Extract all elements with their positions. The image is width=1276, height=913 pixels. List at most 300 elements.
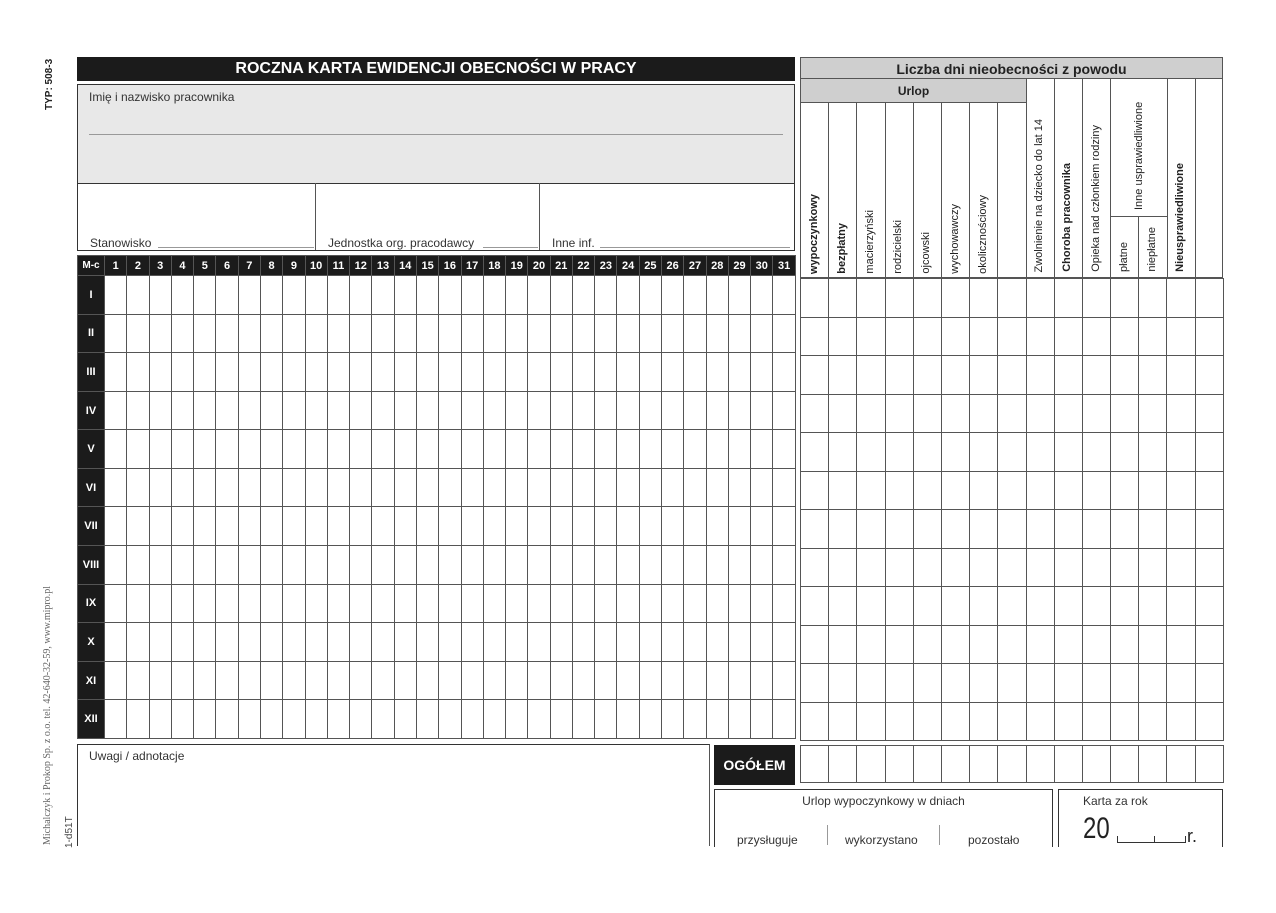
day-cell[interactable]	[662, 468, 684, 507]
absence-cell[interactable]	[941, 394, 969, 433]
day-cell[interactable]	[105, 507, 127, 546]
day-cell[interactable]	[706, 546, 728, 585]
absence-cell[interactable]	[857, 433, 885, 472]
day-cell[interactable]	[283, 276, 305, 315]
day-cell[interactable]	[350, 276, 372, 315]
absence-cell[interactable]	[1111, 510, 1139, 549]
day-cell[interactable]	[662, 391, 684, 430]
day-cell[interactable]	[194, 353, 216, 392]
day-cell[interactable]	[305, 314, 327, 353]
day-cell[interactable]	[238, 276, 260, 315]
absence-cell[interactable]	[1082, 433, 1110, 472]
day-cell[interactable]	[305, 507, 327, 546]
day-cell[interactable]	[728, 546, 750, 585]
absence-cell[interactable]	[1054, 356, 1082, 395]
day-cell[interactable]	[617, 276, 639, 315]
total-cell[interactable]	[1167, 746, 1195, 783]
day-cell[interactable]	[127, 391, 149, 430]
day-cell[interactable]	[773, 661, 795, 700]
day-cell[interactable]	[751, 430, 773, 469]
day-cell[interactable]	[350, 391, 372, 430]
day-cell[interactable]	[149, 430, 171, 469]
day-cell[interactable]	[416, 700, 438, 739]
day-cell[interactable]	[127, 584, 149, 623]
day-cell[interactable]	[706, 700, 728, 739]
day-cell[interactable]	[483, 391, 505, 430]
day-cell[interactable]	[127, 314, 149, 353]
day-cell[interactable]	[305, 623, 327, 662]
absence-cell[interactable]	[1026, 702, 1054, 741]
day-cell[interactable]	[751, 314, 773, 353]
absence-cell[interactable]	[913, 356, 941, 395]
day-cell[interactable]	[372, 314, 394, 353]
day-cell[interactable]	[305, 700, 327, 739]
day-cell[interactable]	[394, 391, 416, 430]
day-cell[interactable]	[595, 468, 617, 507]
day-cell[interactable]	[439, 700, 461, 739]
day-cell[interactable]	[350, 507, 372, 546]
day-cell[interactable]	[773, 391, 795, 430]
day-cell[interactable]	[149, 391, 171, 430]
absence-cell[interactable]	[1139, 510, 1167, 549]
day-cell[interactable]	[461, 623, 483, 662]
day-cell[interactable]	[327, 623, 349, 662]
day-cell[interactable]	[617, 314, 639, 353]
day-cell[interactable]	[528, 468, 550, 507]
day-cell[interactable]	[216, 430, 238, 469]
day-cell[interactable]	[706, 623, 728, 662]
day-cell[interactable]	[572, 314, 594, 353]
absence-cell[interactable]	[885, 433, 913, 472]
absence-cell[interactable]	[801, 664, 829, 703]
absence-cell[interactable]	[801, 394, 829, 433]
absence-cell[interactable]	[1026, 625, 1054, 664]
absence-cell[interactable]	[857, 548, 885, 587]
day-cell[interactable]	[706, 391, 728, 430]
day-cell[interactable]	[260, 584, 282, 623]
day-cell[interactable]	[506, 546, 528, 585]
day-cell[interactable]	[439, 276, 461, 315]
day-cell[interactable]	[216, 353, 238, 392]
day-cell[interactable]	[171, 314, 193, 353]
day-cell[interactable]	[617, 391, 639, 430]
day-cell[interactable]	[149, 507, 171, 546]
absence-cell[interactable]	[1167, 548, 1195, 587]
day-cell[interactable]	[617, 353, 639, 392]
absence-cell[interactable]	[1054, 433, 1082, 472]
day-cell[interactable]	[617, 430, 639, 469]
day-cell[interactable]	[528, 430, 550, 469]
absence-cell[interactable]	[1139, 317, 1167, 356]
day-cell[interactable]	[238, 623, 260, 662]
absence-cell[interactable]	[1026, 510, 1054, 549]
day-cell[interactable]	[773, 430, 795, 469]
absence-cell[interactable]	[998, 548, 1026, 587]
absence-cell[interactable]	[970, 702, 998, 741]
day-cell[interactable]	[773, 314, 795, 353]
absence-cell[interactable]	[913, 433, 941, 472]
day-cell[interactable]	[283, 314, 305, 353]
day-cell[interactable]	[684, 546, 706, 585]
absence-cell[interactable]	[913, 510, 941, 549]
day-cell[interactable]	[216, 314, 238, 353]
day-cell[interactable]	[662, 700, 684, 739]
day-cell[interactable]	[372, 584, 394, 623]
absence-cell[interactable]	[1167, 317, 1195, 356]
day-cell[interactable]	[394, 546, 416, 585]
absence-cell[interactable]	[1139, 664, 1167, 703]
day-cell[interactable]	[416, 507, 438, 546]
absence-cell[interactable]	[1111, 548, 1139, 587]
absence-cell[interactable]	[885, 279, 913, 318]
day-cell[interactable]	[528, 353, 550, 392]
day-cell[interactable]	[260, 391, 282, 430]
day-cell[interactable]	[416, 546, 438, 585]
day-cell[interactable]	[483, 623, 505, 662]
total-cell[interactable]	[1026, 746, 1054, 783]
day-cell[interactable]	[372, 430, 394, 469]
day-cell[interactable]	[528, 546, 550, 585]
absence-cell[interactable]	[829, 510, 857, 549]
absence-cell[interactable]	[1167, 471, 1195, 510]
day-cell[interactable]	[572, 623, 594, 662]
day-cell[interactable]	[617, 661, 639, 700]
day-cell[interactable]	[706, 353, 728, 392]
day-cell[interactable]	[305, 353, 327, 392]
day-cell[interactable]	[728, 700, 750, 739]
day-cell[interactable]	[461, 314, 483, 353]
absence-cell[interactable]	[970, 510, 998, 549]
day-cell[interactable]	[105, 700, 127, 739]
day-cell[interactable]	[706, 276, 728, 315]
day-cell[interactable]	[439, 391, 461, 430]
absence-cell[interactable]	[829, 356, 857, 395]
absence-cell[interactable]	[885, 548, 913, 587]
day-cell[interactable]	[528, 584, 550, 623]
day-cell[interactable]	[149, 314, 171, 353]
day-cell[interactable]	[439, 584, 461, 623]
absence-cell[interactable]	[1167, 356, 1195, 395]
day-cell[interactable]	[461, 353, 483, 392]
day-cell[interactable]	[127, 353, 149, 392]
day-cell[interactable]	[684, 507, 706, 546]
day-cell[interactable]	[238, 700, 260, 739]
absence-cell[interactable]	[913, 471, 941, 510]
absence-cell[interactable]	[801, 471, 829, 510]
notes-field[interactable]	[77, 744, 710, 846]
day-cell[interactable]	[194, 314, 216, 353]
absence-cell[interactable]	[970, 433, 998, 472]
absence-cell[interactable]	[857, 317, 885, 356]
absence-cell[interactable]	[1139, 587, 1167, 626]
day-cell[interactable]	[506, 314, 528, 353]
absence-cell[interactable]	[829, 433, 857, 472]
day-cell[interactable]	[260, 546, 282, 585]
day-cell[interactable]	[617, 507, 639, 546]
absence-cell[interactable]	[1195, 510, 1223, 549]
day-cell[interactable]	[550, 700, 572, 739]
day-cell[interactable]	[439, 661, 461, 700]
day-cell[interactable]	[706, 468, 728, 507]
total-cell[interactable]	[885, 746, 913, 783]
absence-cell[interactable]	[1111, 279, 1139, 318]
absence-cell[interactable]	[970, 317, 998, 356]
absence-cell[interactable]	[1167, 664, 1195, 703]
day-cell[interactable]	[728, 276, 750, 315]
day-cell[interactable]	[327, 314, 349, 353]
day-cell[interactable]	[751, 661, 773, 700]
absence-cell[interactable]	[1139, 356, 1167, 395]
absence-cell[interactable]	[913, 702, 941, 741]
day-cell[interactable]	[372, 507, 394, 546]
day-cell[interactable]	[171, 353, 193, 392]
absence-cell[interactable]	[1026, 471, 1054, 510]
day-cell[interactable]	[372, 353, 394, 392]
day-cell[interactable]	[483, 507, 505, 546]
absence-cell[interactable]	[1054, 317, 1082, 356]
day-cell[interactable]	[461, 700, 483, 739]
day-cell[interactable]	[127, 468, 149, 507]
day-cell[interactable]	[684, 430, 706, 469]
absence-cell[interactable]	[857, 702, 885, 741]
day-cell[interactable]	[105, 584, 127, 623]
day-cell[interactable]	[506, 276, 528, 315]
day-cell[interactable]	[773, 468, 795, 507]
absence-cell[interactable]	[1111, 356, 1139, 395]
absence-cell[interactable]	[829, 317, 857, 356]
day-cell[interactable]	[260, 661, 282, 700]
absence-cell[interactable]	[1195, 587, 1223, 626]
vacation-used-field[interactable]	[845, 833, 918, 847]
day-cell[interactable]	[127, 661, 149, 700]
day-cell[interactable]	[439, 546, 461, 585]
day-cell[interactable]	[461, 546, 483, 585]
absence-cell[interactable]	[829, 394, 857, 433]
day-cell[interactable]	[372, 546, 394, 585]
day-cell[interactable]	[662, 661, 684, 700]
day-cell[interactable]	[260, 507, 282, 546]
absence-cell[interactable]	[1139, 394, 1167, 433]
absence-cell[interactable]	[857, 471, 885, 510]
day-cell[interactable]	[461, 276, 483, 315]
total-cell[interactable]	[829, 746, 857, 783]
absence-cell[interactable]	[941, 587, 969, 626]
day-cell[interactable]	[149, 546, 171, 585]
day-cell[interactable]	[617, 468, 639, 507]
day-cell[interactable]	[595, 507, 617, 546]
day-cell[interactable]	[216, 661, 238, 700]
day-cell[interactable]	[350, 468, 372, 507]
day-cell[interactable]	[728, 507, 750, 546]
absence-cell[interactable]	[1139, 433, 1167, 472]
absence-cell[interactable]	[913, 279, 941, 318]
day-cell[interactable]	[483, 276, 505, 315]
day-cell[interactable]	[350, 546, 372, 585]
day-cell[interactable]	[595, 391, 617, 430]
day-cell[interactable]	[149, 353, 171, 392]
absence-cell[interactable]	[885, 702, 913, 741]
day-cell[interactable]	[439, 623, 461, 662]
day-cell[interactable]	[684, 623, 706, 662]
day-cell[interactable]	[572, 584, 594, 623]
day-cell[interactable]	[305, 661, 327, 700]
absence-cell[interactable]	[1195, 471, 1223, 510]
absence-cell[interactable]	[1054, 702, 1082, 741]
day-cell[interactable]	[416, 584, 438, 623]
absence-cell[interactable]	[801, 317, 829, 356]
absence-cell[interactable]	[998, 510, 1026, 549]
absence-cell[interactable]	[1195, 279, 1223, 318]
absence-cell[interactable]	[829, 702, 857, 741]
day-cell[interactable]	[327, 276, 349, 315]
day-cell[interactable]	[639, 353, 661, 392]
day-cell[interactable]	[639, 700, 661, 739]
absence-cell[interactable]	[1082, 356, 1110, 395]
absence-cell[interactable]	[857, 279, 885, 318]
absence-cell[interactable]	[1082, 279, 1110, 318]
day-cell[interactable]	[751, 584, 773, 623]
day-cell[interactable]	[461, 661, 483, 700]
day-cell[interactable]	[773, 353, 795, 392]
day-cell[interactable]	[350, 353, 372, 392]
absence-cell[interactable]	[1026, 548, 1054, 587]
day-cell[interactable]	[105, 468, 127, 507]
day-cell[interactable]	[773, 276, 795, 315]
absence-cell[interactable]	[941, 317, 969, 356]
absence-cell[interactable]	[1111, 317, 1139, 356]
absence-cell[interactable]	[885, 317, 913, 356]
day-cell[interactable]	[372, 661, 394, 700]
absence-cell[interactable]	[941, 279, 969, 318]
day-cell[interactable]	[327, 391, 349, 430]
day-cell[interactable]	[572, 468, 594, 507]
day-cell[interactable]	[238, 661, 260, 700]
day-cell[interactable]	[662, 546, 684, 585]
day-cell[interactable]	[595, 430, 617, 469]
day-cell[interactable]	[260, 314, 282, 353]
day-cell[interactable]	[149, 584, 171, 623]
day-cell[interactable]	[171, 430, 193, 469]
day-cell[interactable]	[416, 468, 438, 507]
day-cell[interactable]	[216, 468, 238, 507]
day-cell[interactable]	[283, 700, 305, 739]
day-cell[interactable]	[751, 623, 773, 662]
day-cell[interactable]	[550, 353, 572, 392]
day-cell[interactable]	[238, 468, 260, 507]
absence-cell[interactable]	[941, 664, 969, 703]
day-cell[interactable]	[194, 468, 216, 507]
day-cell[interactable]	[572, 276, 594, 315]
day-cell[interactable]	[662, 584, 684, 623]
day-cell[interactable]	[394, 700, 416, 739]
day-cell[interactable]	[127, 430, 149, 469]
year-input[interactable]	[1117, 836, 1155, 843]
day-cell[interactable]	[773, 507, 795, 546]
day-cell[interactable]	[260, 700, 282, 739]
day-cell[interactable]	[305, 468, 327, 507]
day-cell[interactable]	[216, 276, 238, 315]
absence-cell[interactable]	[829, 471, 857, 510]
day-cell[interactable]	[416, 391, 438, 430]
absence-cell[interactable]	[941, 433, 969, 472]
absence-cell[interactable]	[1082, 625, 1110, 664]
absence-cell[interactable]	[1139, 471, 1167, 510]
absence-cell[interactable]	[857, 625, 885, 664]
absence-cell[interactable]	[857, 510, 885, 549]
absence-cell[interactable]	[941, 702, 969, 741]
day-cell[interactable]	[327, 700, 349, 739]
day-cell[interactable]	[483, 468, 505, 507]
absence-cell[interactable]	[941, 625, 969, 664]
day-cell[interactable]	[528, 391, 550, 430]
absence-cell[interactable]	[1139, 702, 1167, 741]
absence-cell[interactable]	[885, 510, 913, 549]
day-cell[interactable]	[728, 468, 750, 507]
day-cell[interactable]	[127, 276, 149, 315]
day-cell[interactable]	[728, 430, 750, 469]
day-cell[interactable]	[662, 314, 684, 353]
absence-cell[interactable]	[1026, 279, 1054, 318]
day-cell[interactable]	[127, 507, 149, 546]
total-cell[interactable]	[857, 746, 885, 783]
absence-cell[interactable]	[941, 548, 969, 587]
absence-cell[interactable]	[1195, 433, 1223, 472]
day-cell[interactable]	[684, 314, 706, 353]
day-cell[interactable]	[595, 353, 617, 392]
absence-cell[interactable]	[801, 510, 829, 549]
day-cell[interactable]	[595, 700, 617, 739]
day-cell[interactable]	[483, 353, 505, 392]
day-cell[interactable]	[461, 507, 483, 546]
absence-cell[interactable]	[1026, 394, 1054, 433]
day-cell[interactable]	[283, 468, 305, 507]
absence-cell[interactable]	[1026, 587, 1054, 626]
absence-cell[interactable]	[1167, 433, 1195, 472]
day-cell[interactable]	[572, 700, 594, 739]
day-cell[interactable]	[283, 391, 305, 430]
day-cell[interactable]	[528, 276, 550, 315]
day-cell[interactable]	[662, 276, 684, 315]
absence-cell[interactable]	[1026, 356, 1054, 395]
day-cell[interactable]	[394, 314, 416, 353]
absence-cell[interactable]	[1111, 394, 1139, 433]
day-cell[interactable]	[305, 391, 327, 430]
absence-cell[interactable]	[1111, 587, 1139, 626]
absence-cell[interactable]	[1054, 664, 1082, 703]
day-cell[interactable]	[639, 584, 661, 623]
day-cell[interactable]	[260, 623, 282, 662]
absence-cell[interactable]	[970, 664, 998, 703]
absence-cell[interactable]	[801, 433, 829, 472]
day-cell[interactable]	[350, 661, 372, 700]
day-cell[interactable]	[773, 623, 795, 662]
day-cell[interactable]	[372, 623, 394, 662]
day-cell[interactable]	[105, 430, 127, 469]
absence-cell[interactable]	[1167, 394, 1195, 433]
day-cell[interactable]	[662, 507, 684, 546]
day-cell[interactable]	[439, 353, 461, 392]
absence-cell[interactable]	[1195, 664, 1223, 703]
day-cell[interactable]	[216, 546, 238, 585]
day-cell[interactable]	[684, 661, 706, 700]
absence-cell[interactable]	[1054, 625, 1082, 664]
day-cell[interactable]	[283, 353, 305, 392]
total-cell[interactable]	[1054, 746, 1082, 783]
day-cell[interactable]	[260, 468, 282, 507]
absence-cell[interactable]	[1082, 394, 1110, 433]
day-cell[interactable]	[105, 623, 127, 662]
absence-cell[interactable]	[1167, 510, 1195, 549]
